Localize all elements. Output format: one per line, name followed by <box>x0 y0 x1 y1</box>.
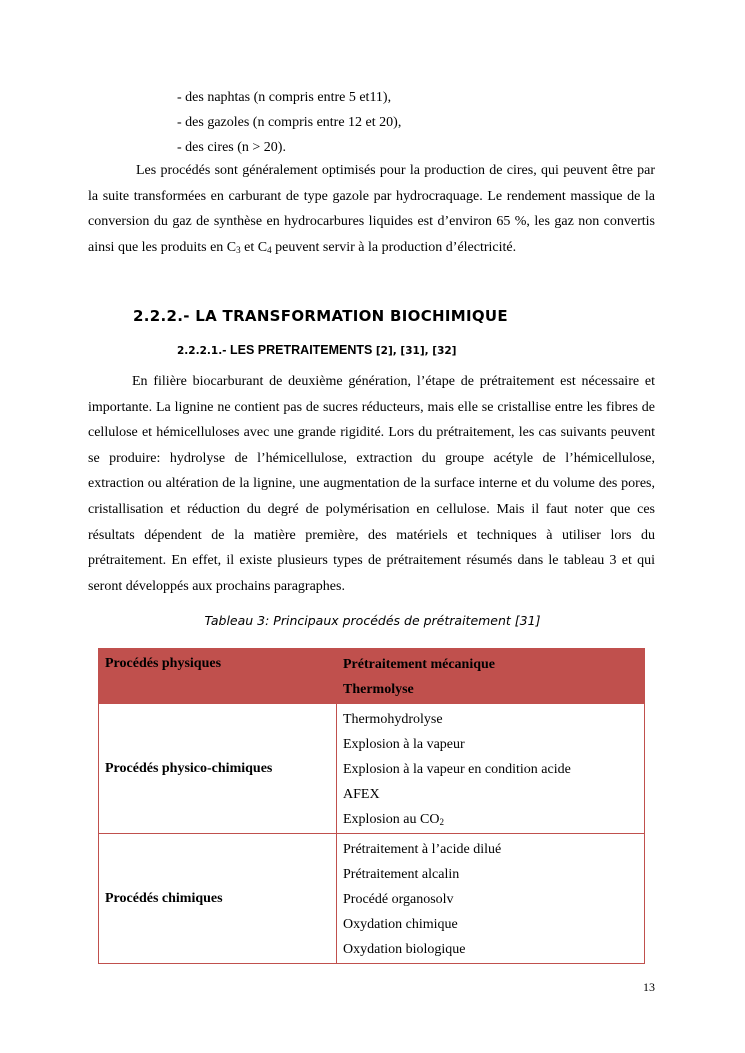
list-item-naphtas: - des naphtas (n compris entre 5 et11), <box>177 90 392 105</box>
table-item: AFEX <box>343 787 380 802</box>
table-row <box>99 649 645 704</box>
table-item: Procédé organosolv <box>343 892 454 907</box>
category-cell: Procédés chimiques <box>99 834 337 964</box>
table-item: Oxydation biologique <box>343 942 466 957</box>
table-item: Prétraitement mécanique <box>343 657 495 672</box>
table-item: Prétraitement alcalin <box>343 867 460 882</box>
pretreatment-table <box>98 648 645 964</box>
table-item: Explosion à la vapeur en condition acide <box>343 762 571 777</box>
paragraph-fischer-tropsch: Les procédés sont généralement optimisés pour la production de cires, qui peuvent être par la suite transformées en carburant de type gazole par hydrocraquage. Le rendement massique de la conversion du gaz de synthèse en hydrocarbures liquides est d’environ 65 %, les gaz non convertis ainsi que les produits en $C_3$ et $C_4$ peuvent servir à la production d’électricité. <box>88 163 655 255</box>
items-cell <box>337 649 645 704</box>
list-item-cires: - des cires (n > 20). <box>177 140 286 155</box>
category-cell: Procédés physico-chimiques <box>99 704 337 834</box>
table-item: Explosion à la vapeur <box>343 737 465 752</box>
table-item: Thermolyse <box>343 682 414 697</box>
page-number: 13 <box>643 980 655 994</box>
items-cell <box>337 704 645 834</box>
subsection-title: 2.2.2.1.- LES PRETRAITEMENTS [2], [31], [32] <box>177 343 457 357</box>
section-title: 2.2.2.- LA TRANSFORMATION BIOCHIMIQUE <box>133 307 508 325</box>
paragraph-pretraitement: En filière biocarburant de deuxième génération, l’étape de prétraitement est nécessaire et importante. La lignine ne contient pas de sucres réducteurs, mais elle se cristallise entre les fibres de cellulose et hémicelluloses avec une grande rigidité. Lors du prétraitement, les cas suivants peuvent se produire: hydrolyse de l’hémicellulose, extraction du groupe acétyle de l’hémicellulose, extraction ou altération de la lignine, une augmentation de la surface interne et du volume des pores, cristallisation et réduction du degré de polymérisation en cellulose. Mais il faut noter que ces résultats dépendent de la matière première, des matériels et techniques à utiliser lors du prétraitement. En effet, il existe plusieurs types de prétraitement résumés dans le tableau 3 et qui seront développés aux prochains paragraphes. <box>88 374 655 594</box>
table-item: Prétraitement à l’acide dilué <box>343 842 502 857</box>
table-row <box>99 704 645 834</box>
table-caption: Tableau 3: Principaux procédés de prétraitement [31] <box>204 613 541 628</box>
list-item-gazoles: - des gazoles (n compris entre 12 et 20), <box>177 115 402 130</box>
table-item: Thermohydrolyse <box>343 712 443 727</box>
table-row <box>99 834 645 964</box>
table-item: Explosion au $CO_2$ <box>343 812 444 827</box>
category-cell: Procédés physiques <box>99 649 337 704</box>
table-item: Oxydation chimique <box>343 917 458 932</box>
items-cell <box>337 834 645 964</box>
